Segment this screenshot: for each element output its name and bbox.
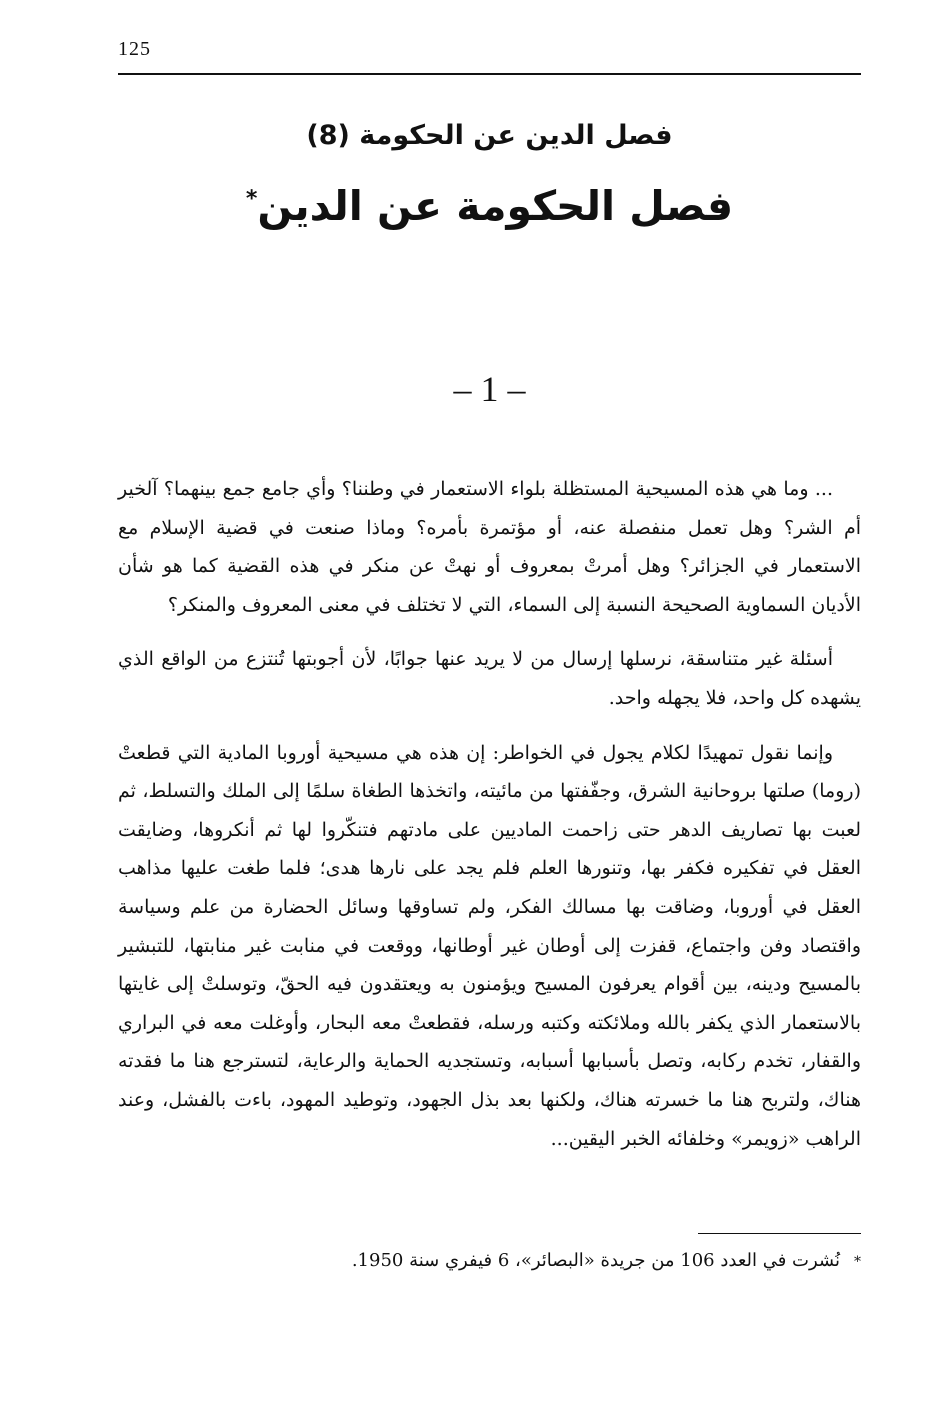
page-number: 125 bbox=[118, 38, 151, 60]
main-title bbox=[118, 182, 861, 230]
main-title-text: فصل الحكومة عن الدين bbox=[257, 182, 734, 230]
footnote-marker: * bbox=[854, 1254, 861, 1270]
series-title: فصل الدين عن الحكومة (8) bbox=[306, 120, 673, 151]
footnote-rule bbox=[698, 1233, 861, 1234]
header-rule bbox=[118, 73, 861, 75]
paragraph: وإنما نقول تمهيدًا لكلام يجول في الخواطر: إن هذه هي مسيحية أوروبا المادية التي قطعتْ (روما) صلتها بروحانية الشرق، وجفّفتها من مائيته، واتخذها الطغاة سلمًا إلى الملك والتسلط، ثم لعبت بها تصاريف الدهر حتى زاحمت الماديين على مادتهم فتنكّروا لها ثم أنكروها، وضايقت العقل في تفكيره فكفر بها، وتنورها العلم فلم يجد على نارها هدى؛ فلما طغت عليها مذاهب العقل في أوروبا، وضاقت بها مسالك الفكر، ولم تساوقها وسائل الحضارة من علم وسياسة واقتصاد وفن واجتماع، قفزت إلى أوطان غير أوطانها، ووقعت في منابت غير منابتها، للتبشير بالمسيح ودينه، بين أقوام يعرفون المسيح ويؤمنون به ويعتقدون فيه الحقّ، وتوسلتْ إلى غايتها بالاستعمار الذي يكفر بالله وملائكته وكتبه ورسله، فقطعتْ معه البحار، وأوغلت معه في البراري والقفار، تخدم ركابه، وتصل بأسبابها أسبابه، وتستجديه الحماية والرعاية، لتسترجع هنا ما فقدته هناك، ولتربح هنا ما خسرته هناك، ولكنها بعد بذل الجهود، وتوطيد المهود، باءت بالفشل، وعند الراهب «زويمر» وخلفائه الخبر اليقين... bbox=[118, 741, 862, 1150]
paragraph: ... وما هي هذه المسيحية المستظلة بلواء الاستعمار في وطننا؟ وأي جامع جمع بينهما؟ آلخير أم الشر؟ وهل تعمل منفصلة عنه، أو مؤتمرة بأمره؟ وماذا صنعت في قضية الإسلام مع الاستعمار في الجزائر؟ وهل أمرتْ بمعروف أو نهتْ عن منكر في هذه القضية كما هو شأن الأديان السماوية الصحيحة النسبة إلى السماء، التي لا تختلف في معنى المعروف والمنكر؟ bbox=[118, 478, 861, 616]
paragraph: أسئلة غير متناسقة، نرسلها إرسال من لا يريد عنها جوابًا، لأن أجوبتها تُنتزع من الواقع الذي يشهده كل واحد، فلا يجهله واحد. bbox=[118, 648, 861, 709]
footnote-text: نُشرت في العدد 106 من جريدة «البصائر»، 6 فيفري سنة 1950. bbox=[351, 1250, 840, 1271]
body-text bbox=[118, 470, 861, 1174]
section-number: – 1 – bbox=[453, 369, 526, 409]
main-title-footnote-marker: * bbox=[245, 186, 258, 212]
footnote bbox=[118, 1246, 861, 1277]
